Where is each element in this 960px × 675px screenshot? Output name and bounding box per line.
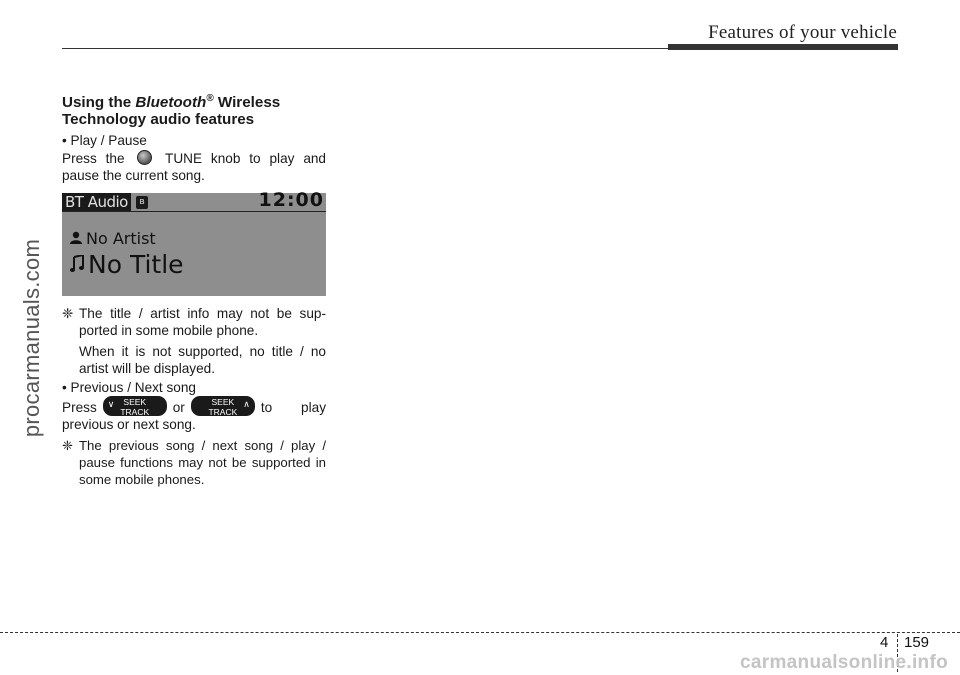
chapter-number: 4	[880, 634, 889, 651]
note-star-icon: ❈	[62, 306, 74, 322]
bottom-watermark: carmanualsonline.info	[740, 652, 948, 673]
seek-track-down-button: ∨ SEEK TRACK	[103, 396, 167, 416]
chevron-up-icon: ∧	[243, 399, 250, 410]
play-pause-text: Press the TUNE knob to play and pause the current song.	[62, 150, 326, 183]
seek-track-up-button: ∧ SEEK TRACK	[191, 396, 255, 416]
bluetooth-icon: ʙ	[136, 196, 148, 209]
display-mode-tag: BT Audio	[62, 193, 131, 212]
page-header-title: Features of your vehicle	[708, 22, 897, 43]
display-status-bar	[62, 189, 326, 213]
page-number: 159	[904, 634, 930, 651]
note-phone-support: ❈ The previous song / next song / play / pause functions may not be supported in some mobile phones.	[62, 438, 326, 487]
display-clock: 12:00	[258, 189, 324, 212]
header-accent-bar	[668, 44, 898, 50]
bullet-play-pause: • Play / Pause	[62, 133, 147, 149]
note-star-icon: ❈	[62, 438, 74, 454]
side-watermark: procarmanuals.com	[19, 238, 44, 438]
bullet-prev-next: • Previous / Next song	[62, 379, 196, 395]
person-icon	[70, 231, 82, 248]
footer-rule	[0, 632, 960, 633]
chevron-down-icon: ∨	[107, 399, 115, 410]
header-rule	[62, 48, 898, 49]
prev-next-text: Press ∨ SEEK TRACK or ∧ SEEK TRACK to play previous or next song.	[62, 397, 326, 433]
music-note-icon	[70, 255, 84, 274]
display-divider	[62, 211, 326, 212]
display-title: No Title	[70, 255, 184, 274]
note-title-artist: ❈ The title / artist info may not be sup-ported in some mobile phone. When it is not supported, no title / no artist will be displayed.	[62, 306, 326, 376]
display-artist: No Artist	[70, 231, 156, 248]
bt-audio-display	[62, 189, 326, 296]
section-title: Using the Bluetooth® Wireless Technology audio features	[62, 93, 281, 129]
content-column	[62, 90, 326, 488]
tune-knob-icon	[137, 150, 152, 165]
